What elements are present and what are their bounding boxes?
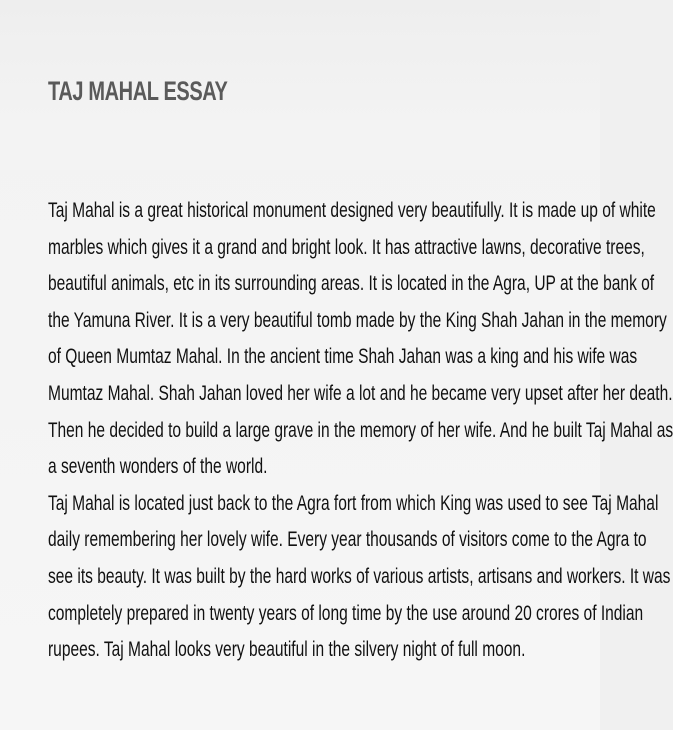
text-line: a seventh wonders of the world. — [48, 455, 268, 479]
paragraph-1 — [48, 193, 673, 486]
text-line: completely prepared in twenty years of long time by the use around 20 crores of Indian — [48, 601, 644, 625]
essay-body — [48, 193, 673, 669]
text-line: of Queen Mumtaz Mahal. In the ancient time Shah Jahan was a king and his wife was — [48, 345, 638, 369]
text-line: marbles which gives it a grand and bright look. It has attractive lawns, decorative trees, — [48, 235, 645, 259]
text-line: rupees. Taj Mahal looks very beautiful in the silvery night of full moon. — [48, 638, 526, 662]
page-title: TAJ MAHAL ESSAY — [48, 76, 228, 106]
text-line: Taj Mahal is a great historical monument designed very beautifully. It is made up of white — [48, 199, 656, 222]
text-line: the Yamuna River. It is a very beautiful tomb made by the King Shah Jahan in the memory — [48, 308, 667, 332]
text-line: beautiful animals, etc in its surrounding areas. It is located in the Agra, UP at the bank of — [48, 272, 655, 296]
text-line: see its beauty. It was built by the hard works of various artists, artisans and workers. It was — [48, 564, 671, 588]
text-line: daily remembering her lovely wife. Every year thousands of visitors come to the Agra to — [48, 528, 647, 552]
paragraph-2 — [48, 486, 671, 669]
text-line: Then he decided to build a large grave in the memory of her wife. And he built Taj Mahal as — [48, 418, 673, 442]
text-line: Mumtaz Mahal. Shah Jahan loved her wife a lot and he became very upset after her death. — [48, 381, 673, 405]
text-line: Taj Mahal is located just back to the Agra fort from which King was used to see Taj Mahal — [48, 491, 659, 515]
